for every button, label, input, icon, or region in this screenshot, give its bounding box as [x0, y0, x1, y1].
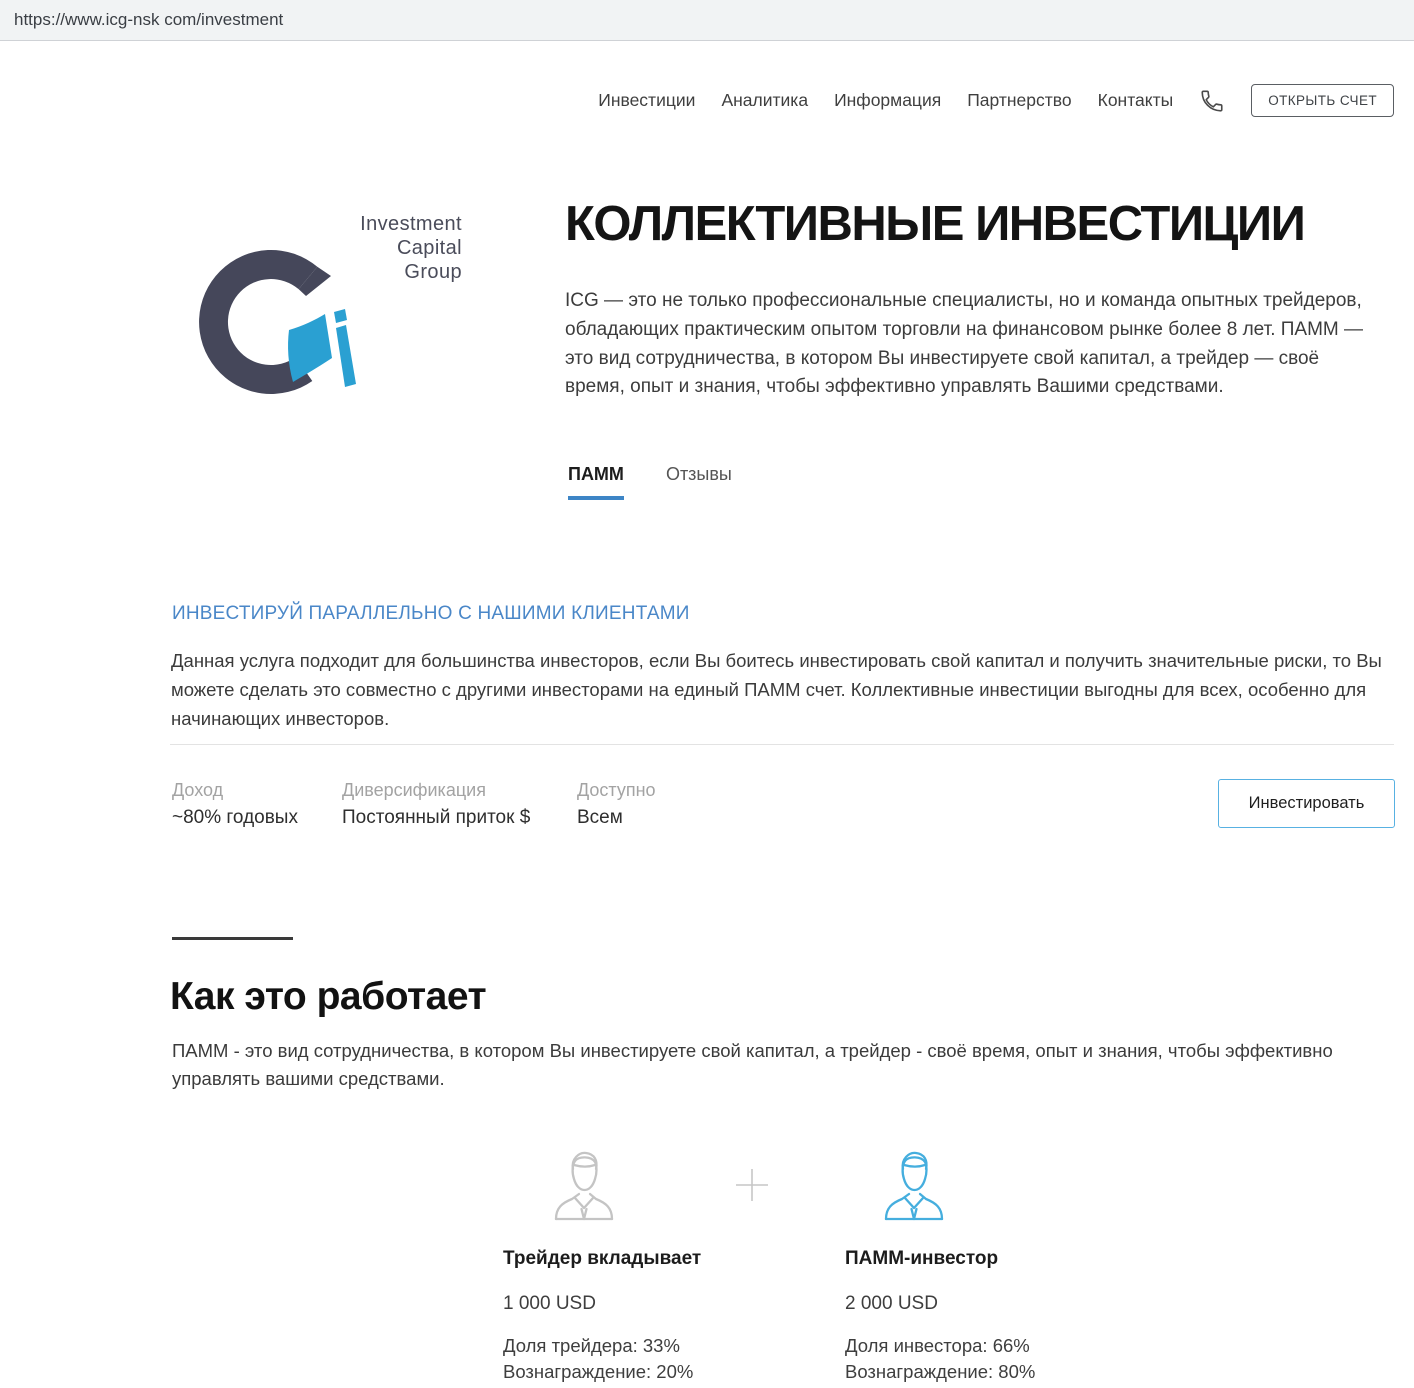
open-account-button[interactable]: ОТКРЫТЬ СЧЕТ: [1251, 84, 1394, 117]
logo-wordmark: [330, 212, 462, 284]
nav-item-contacts[interactable]: Контакты: [1097, 90, 1174, 110]
investor-businessman-icon: [878, 1148, 950, 1222]
stat-diversification-label: Диверсификация: [342, 780, 486, 800]
stat-income-value: ~80% годовых: [172, 807, 298, 828]
browser-address-bar[interactable]: [0, 0, 1414, 41]
nav-item-investments[interactable]: Инвестиции: [598, 90, 696, 110]
phone-icon[interactable]: [1199, 88, 1225, 114]
invest-section-heading: ИНВЕСТИРУЙ ПАРАЛЛЕЛЬНО С НАШИМИ КЛИЕНТАМИ: [172, 603, 690, 624]
tab-reviews[interactable]: Отзывы: [665, 464, 732, 484]
how-it-works-description: ПАММ - это вид сотрудничества, в котором Вы инвестируете свой капитал, а трейдер - своё время, опыт и знания, чтобы эффективно управлять вашими средствами.: [172, 1040, 1333, 1089]
stat-availability-value: Всем: [577, 807, 623, 828]
invest-section-description: Данная услуга подходит для большинства инвесторов, если Вы боитесь инвестировать свой капитал и получить значительные риски, то Вы можете сделать это совместно с другими инвесторами на единый ПАММ счет. Коллективные инвестиции выгодны для всех, особенно для начинающих инвесторов.: [171, 650, 1382, 729]
nav-item-partnership[interactable]: Партнерство: [967, 90, 1072, 110]
logo-line-3: Group: [404, 261, 462, 283]
hero-description: ICG — это не только профессиональные специалисты, но и команда опытных трейдеров, обладающих практическим опытом торговли на финансовом рынке более 8 лет. ПАММ — это вид сотрудничества, в котором Вы инвестируете свой капитал, а трейдер — своё время, опыт и знания, чтобы эффективно управлять Вашими средствами.: [565, 290, 1364, 398]
investor-column: [845, 1248, 1185, 1385]
trader-column: [503, 1248, 843, 1385]
trader-businessman-icon: [548, 1148, 620, 1222]
stat-income-label: Доход: [172, 780, 224, 800]
accent-rule: [172, 937, 293, 940]
investor-title: ПАММ-инвестор: [845, 1248, 999, 1269]
stat-diversification: [342, 780, 530, 829]
invest-button[interactable]: Инвестировать: [1218, 779, 1395, 828]
nav-item-information[interactable]: Информация: [834, 90, 942, 110]
trader-share: Доля трейдера: 33%: [503, 1335, 680, 1356]
page-title: КОЛЛЕКТИВНЫЕ ИНВЕСТИЦИИ: [565, 197, 1305, 251]
stat-availability: [577, 780, 656, 829]
stat-diversification-value: Постоянный приток $: [342, 807, 531, 828]
trader-amount: 1 000 USD: [503, 1293, 596, 1314]
investor-amount: 2 000 USD: [845, 1293, 938, 1314]
trader-title: Трейдер вкладывает: [503, 1248, 702, 1269]
how-it-works-title: Как это работает: [170, 975, 487, 1018]
nav-item-analytics[interactable]: Аналитика: [721, 90, 809, 110]
stat-availability-label: Доступно: [577, 780, 656, 800]
hero-tabs: [568, 464, 732, 500]
stat-income: [172, 780, 298, 829]
tab-pamm[interactable]: ПАММ: [568, 464, 624, 500]
logo-line-2: Capital: [396, 237, 462, 259]
url-text: https://www.icg-nsk com/investment: [14, 10, 284, 29]
investor-reward: Вознаграждение: 80%: [845, 1361, 1036, 1382]
trader-reward: Вознаграждение: 20%: [503, 1361, 694, 1382]
top-navigation: [598, 84, 1394, 117]
section-divider: [170, 744, 1394, 745]
investor-share: Доля инвестора: 66%: [845, 1335, 1030, 1356]
logo-line-1: Investment: [360, 213, 462, 235]
plus-icon: [735, 1168, 769, 1202]
